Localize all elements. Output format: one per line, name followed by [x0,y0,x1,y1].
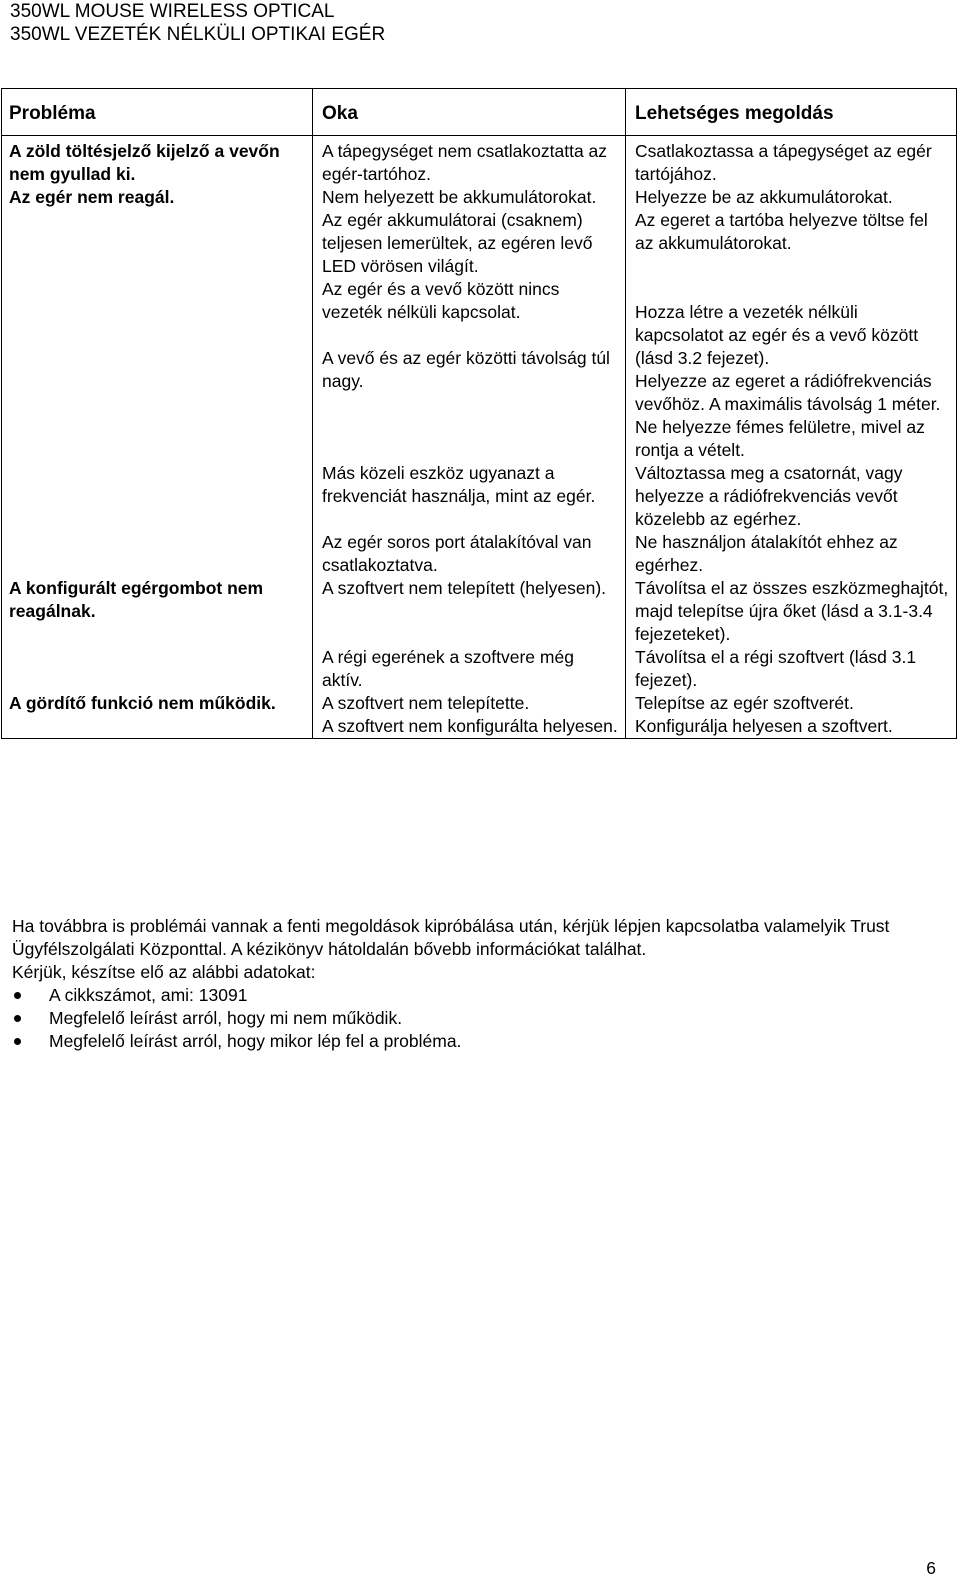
bullet-icon [14,992,21,999]
cause-text: A vevő és az egér közötti távolság túl nagy. [322,348,610,391]
contact-intro: Ha továbbra is problémái vannak a fenti megoldások kipróbálása után, kérjük lépjen kapcsolatba valamelyik Trust Ügyfélszolgálati Központtal. A kézikönyv hátoldalán bővebb információkat találhat. [12,916,890,959]
solution-cell [626,692,957,739]
solution-text: Helyezze be az akkumulátorokat. [635,187,893,207]
cause-text: A szoftvert nem telepítette. [322,693,530,713]
solution-cell [626,577,957,692]
table-row [2,692,957,739]
problem-text: Az egér nem reagál. [9,187,175,207]
solution-text: Csatlakoztassa a tápegységet az egér tartójához. [635,141,932,184]
column-header-solution: Lehetséges megoldás [626,89,957,136]
cause-text: Az egér és a vevő között nincs vezeték nélküli kapcsolat. [322,279,560,322]
list-item-text: Megfelelő leírást arról, hogy mi nem működik. [49,1008,403,1028]
page-number: 6 [926,1558,936,1578]
list-item [12,1030,952,1053]
solution-text: Távolítsa el a régi szoftvert (lásd 3.1 fejezet). [635,647,917,690]
header-title-en: 350WL MOUSE WIRELESS OPTICAL [10,1,335,22]
document-header [10,0,385,46]
solution-text: Konfigurálja helyesen a szoftvert. [635,716,893,736]
solution-text: Helyezze az egeret a rádiófrekvenciás vevőhöz. A maximális távolság 1 méter. Ne helyezze fémes felületre, mivel az rontja a vételt. [635,371,941,460]
solution-text: Ne használjon átalakítót ehhez az egérhez. [635,532,898,575]
cause-text: Az egér soros port átalakítóval van csatlakoztatva. [322,532,592,575]
table-header-row [2,89,957,136]
contact-section [12,915,952,1053]
table-row [2,577,957,692]
column-header-problem: Probléma [2,89,313,136]
header-title-hu: 350WL VEZETÉK NÉLKÜLI OPTIKAI EGÉR [10,24,386,45]
column-header-cause: Oka [313,89,626,136]
cause-text: A tápegységet nem csatlakoztatta az egér-tartóhoz. [322,141,608,184]
bullet-icon [14,1015,21,1022]
cause-cell [313,692,626,739]
problem-cell [2,692,313,739]
problem-cell [2,577,313,692]
cause-text: Az egér akkumulátorai (csaknem) teljesen lemerültek, az egéren levő LED vörösen világít. [322,210,593,276]
list-item [12,1007,952,1030]
solution-text: Az egeret a tartóba helyezve töltse fel az akkumulátorokat. [635,210,928,253]
solution-text: Változtassa meg a csatornát, vagy helyezze a rádiófrekvenciás vevőt közelebb az egérhez. [635,463,903,529]
cause-text: A régi egerének a szoftvere még aktív. [322,647,574,690]
solution-text: Távolítsa el az összes eszközmeghajtót, majd telepítse újra őket (lásd a 3.1-3.4 fejezeteket). [635,578,949,644]
bullet-icon [14,1038,21,1045]
cause-cell [313,577,626,692]
solution-cell [626,136,957,578]
troubleshooting-table [1,88,957,739]
list-item-text: Megfelelő leírást arról, hogy mikor lép fel a probléma. [49,1031,462,1051]
required-info-list [12,984,952,1053]
list-item-text: A cikkszámot, ami: 13091 [49,985,248,1005]
problem-text: A gördítő funkció nem működik. [9,693,276,713]
solution-text: Hozza létre a vezeték nélküli kapcsolatot az egér és a vevő között (lásd 3.2 fejezet). [635,302,919,368]
cause-text: A szoftvert nem telepített (helyesen). [322,578,607,598]
table-row [2,136,957,578]
cause-text: A szoftvert nem konfigurálta helyesen. [322,716,618,736]
problem-text: A zöld töltésjelző kijelző a vevőn nem gyullad ki. [9,141,280,184]
problem-text: A konfigurált egérgombot nem reagálnak. [9,578,264,621]
solution-text: Telepítse az egér szoftverét. [635,693,854,713]
list-item [12,984,952,1007]
cause-cell [313,136,626,578]
cause-text: Más közeli eszköz ugyanazt a frekvenciát használja, mint az egér. [322,463,596,506]
cause-text: Nem helyezett be akkumulátorokat. [322,187,597,207]
problem-cell [2,136,313,578]
contact-request: Kérjük, készítse elő az alábbi adatokat: [12,962,316,982]
